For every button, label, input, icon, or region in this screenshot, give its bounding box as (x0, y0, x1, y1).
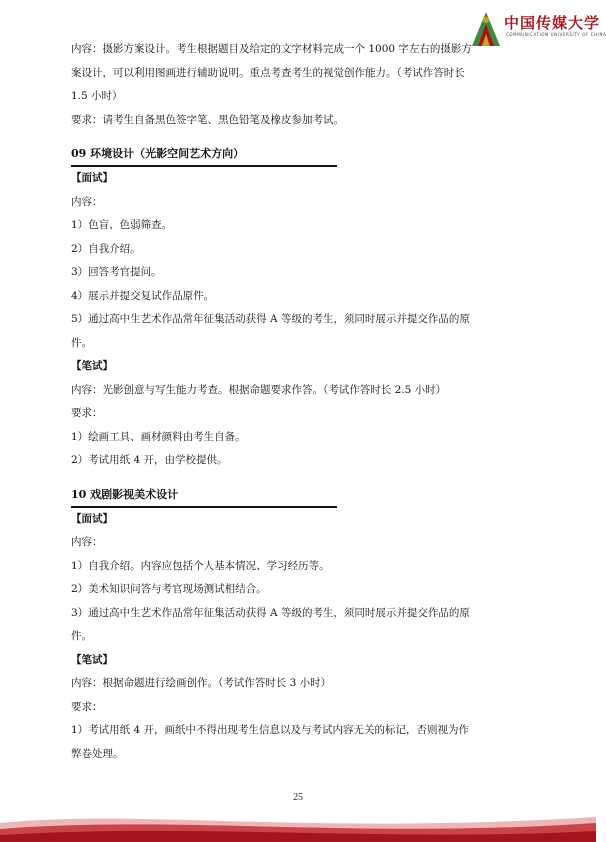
list-item: 1）绘画工具、画材颜料由考生自备。 (71, 430, 246, 443)
requirement-label: 要求： (71, 700, 103, 713)
content-label: 内容： (71, 536, 103, 548)
list-item: 弊卷处理。 (71, 747, 124, 760)
interview-header: 【面试】 (71, 512, 113, 525)
intro-content-line: 案设计，可以利用图画进行辅助说明。重点考查考生的视觉创作能力。（考试作答时长 (71, 66, 465, 79)
list-item: 3）回答考官提问。 (71, 266, 162, 278)
university-name-en: COMMUNICATION UNIVERSITY OF CHINA (506, 32, 606, 37)
list-item: 2）考试用纸 4 开，由学校提供。 (71, 454, 228, 466)
requirement-label: 要求： (71, 407, 103, 419)
written-content: 内容：光影创意与写生能力考查。根据命题要求作答。（考试作答时长 2.5 小时） (71, 383, 447, 396)
list-item: 件。 (71, 630, 92, 642)
list-item: 件。 (71, 336, 92, 349)
written-content: 内容：根据命题进行绘画创作。（考试作答时长 3 小时） (71, 677, 332, 689)
list-item: 2）自我介绍。 (71, 242, 141, 255)
university-name: 中国传媒大学 (504, 14, 601, 32)
list-item: 1）考试用纸 4 开，画纸中不得出现考生信息以及与考试内容无关的标记，否则视为作 (71, 724, 470, 736)
content-label: 内容： (71, 195, 103, 208)
footer-wave-decoration (0, 809, 596, 842)
list-item: 2）美术知识问答与考官现场测试相结合。 (71, 583, 267, 595)
page-number: 25 (293, 792, 303, 803)
section-09-title: 09 环境设计（光影空间艺术方向） (71, 144, 337, 167)
list-item: 3）通过高中生艺术作品常年征集活动获得 A 等级的考生，须同时展示并提交作品的原 (71, 606, 470, 619)
list-item: 1）自我介绍。内容应包括个人基本情况、学习经历等。 (71, 559, 330, 572)
intro-requirement: 要求：请考生自备黑色签字笔、黑色铅笔及橡皮参加考试。 (71, 113, 344, 126)
interview-header: 【面试】 (71, 172, 113, 184)
written-header: 【笔试】 (71, 360, 113, 372)
list-item: 5）通过高中生艺术作品常年征集活动获得 A 等级的考生，须同时展示并提交作品的原 (71, 313, 470, 325)
list-item: 4）展示并提交复试作品原件。 (71, 289, 215, 302)
document-body (71, 38, 531, 766)
list-item: 1）色盲、色弱筛查。 (71, 219, 173, 231)
intro-content-line: 内容：摄影方案设计。考生根据题目及给定的文字材料完成一个 1000 字左右的摄影方 (71, 43, 472, 55)
section-10-title: 10 戏剧影视美术设计 (71, 485, 337, 508)
intro-content-line: 1.5 小时） (71, 90, 123, 102)
written-header: 【笔试】 (71, 653, 113, 666)
